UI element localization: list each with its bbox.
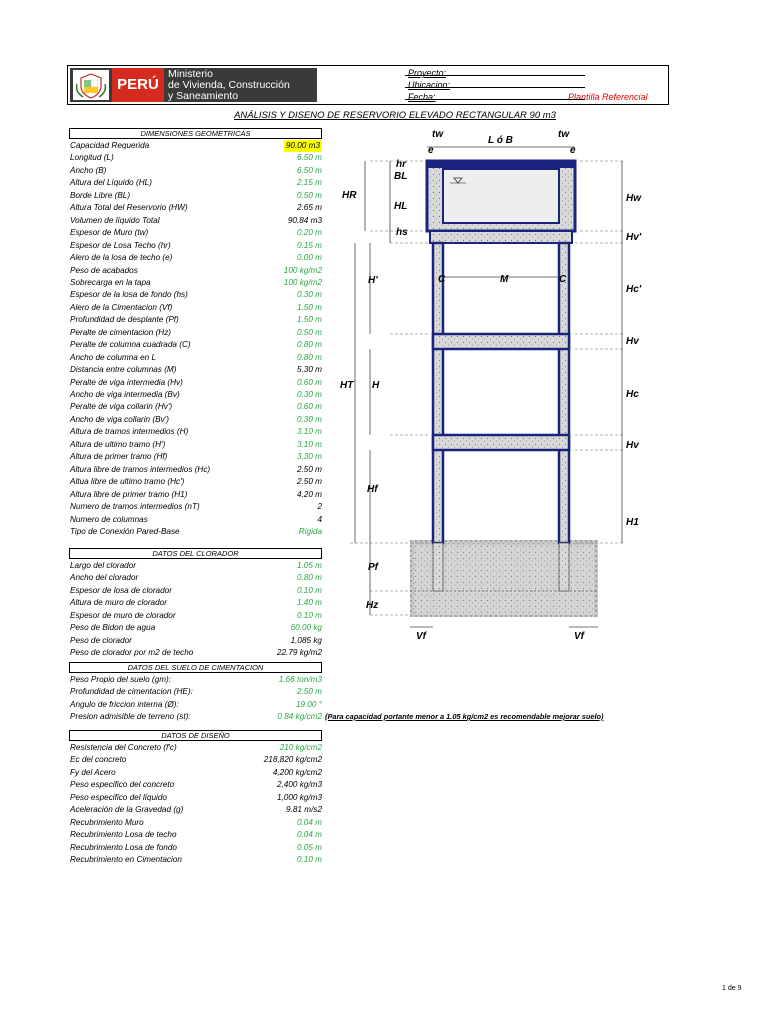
parameter-value: 1.05 m bbox=[296, 561, 322, 570]
parameter-row bbox=[69, 647, 322, 659]
parameter-value: 22.79 kg/m2 bbox=[276, 648, 322, 658]
parameter-row bbox=[69, 426, 322, 438]
parameter-row bbox=[69, 572, 322, 584]
parameter-value: 100 kg/m2 bbox=[283, 265, 322, 275]
parameter-label: Peralte de viga collarin (Hv') bbox=[70, 402, 173, 412]
parameter-row bbox=[69, 526, 322, 538]
proyecto-label: Proyecto: bbox=[408, 68, 447, 78]
parameter-row bbox=[69, 439, 322, 451]
ministry-line-1: Ministerio bbox=[168, 68, 213, 80]
parameter-row bbox=[69, 464, 322, 476]
parameter-label: Recubrimiento en Cimentacion bbox=[70, 855, 182, 865]
ubicacion-label: Ubicacion: bbox=[408, 80, 451, 90]
label-hv-2: Hv bbox=[626, 440, 639, 451]
left-column bbox=[433, 243, 443, 543]
parameter-label: Alero de la losa de techo (e) bbox=[70, 253, 173, 263]
label-m: M bbox=[500, 274, 509, 285]
label-hv-1: Hv bbox=[626, 336, 639, 347]
parameter-row bbox=[69, 401, 322, 413]
parameter-row bbox=[69, 742, 322, 754]
parameter-row bbox=[69, 202, 322, 214]
parameter-row bbox=[69, 314, 322, 326]
parameter-label: Espesor de muro de clorador bbox=[70, 610, 176, 620]
parameter-value: 1.40 m bbox=[296, 598, 322, 608]
parameter-value: 1.50 m bbox=[296, 302, 322, 312]
parameter-row bbox=[69, 352, 322, 364]
parameter-row bbox=[69, 165, 322, 177]
label-c-right: C bbox=[559, 274, 567, 285]
parameter-value: 3.30 m bbox=[296, 452, 322, 462]
fecha-label: Fecha: bbox=[408, 92, 436, 102]
parameter-row bbox=[69, 389, 322, 401]
parameter-value: 0.80 m bbox=[296, 573, 322, 583]
parameter-value: Rigida bbox=[298, 526, 322, 536]
page-number: 1 de 9 bbox=[722, 985, 742, 992]
parameter-row bbox=[69, 585, 322, 597]
parameter-label: Presion admisible de terreno (st): bbox=[70, 712, 191, 722]
parameter-value: 0.30 m bbox=[296, 414, 322, 424]
parameter-row bbox=[69, 514, 322, 526]
parameter-row bbox=[69, 854, 322, 866]
parameter-value: 2.15 m bbox=[296, 178, 322, 188]
label-hl: HL bbox=[394, 201, 408, 212]
parameter-label: Fy del Acero bbox=[70, 767, 116, 777]
label-tw-left: tw bbox=[432, 129, 444, 140]
parameter-value: 210 kg/cm2 bbox=[279, 743, 322, 752]
parameter-value: 6.50 m bbox=[296, 153, 322, 163]
parameter-value: 0.60 m bbox=[296, 377, 322, 387]
parameter-row bbox=[69, 339, 322, 351]
label-lob: L ó B bbox=[488, 135, 513, 146]
parameter-value: 2 bbox=[317, 502, 322, 512]
parameter-row bbox=[69, 252, 322, 264]
parameter-label: Espesor de la losa de fondo (hs) bbox=[70, 290, 188, 300]
parameter-row bbox=[69, 489, 322, 501]
parameter-row bbox=[69, 610, 322, 622]
parameter-row bbox=[69, 377, 322, 389]
parameter-value: 0.50 m bbox=[296, 327, 322, 337]
parameter-label: Espesor de Losa Techo (hr) bbox=[70, 240, 171, 250]
parameter-label: Capacidad Requerida bbox=[70, 141, 150, 150]
parameter-label: Peralte de cimentacion (Hz) bbox=[70, 327, 172, 337]
parameter-value: 0.60 m bbox=[296, 402, 322, 412]
parameter-value: 0.50 m bbox=[296, 190, 322, 200]
parameter-label: Peralte de viga intermedia (Hv) bbox=[70, 377, 183, 387]
country-label: PERÚ bbox=[112, 68, 164, 102]
parameter-value: 218,820 kg/cm2 bbox=[263, 755, 322, 765]
parameter-value: 1,000 kg/m3 bbox=[276, 792, 322, 802]
parameter-row bbox=[69, 240, 322, 252]
label-hs: hs bbox=[396, 227, 408, 238]
parameter-label: Peso especifico del concreto bbox=[70, 780, 175, 790]
parameter-row bbox=[69, 804, 322, 816]
label-hv-prime: Hv' bbox=[626, 232, 642, 243]
label-bl: BL bbox=[394, 171, 408, 182]
parameter-label: Ancho de columna en L bbox=[70, 352, 157, 362]
label-h1: H1 bbox=[626, 517, 639, 528]
beam-2 bbox=[433, 435, 569, 450]
parameter-value: 3.10 m bbox=[296, 439, 322, 449]
parameter-row bbox=[69, 414, 322, 426]
parameter-label: Altura de tramos intermedios (H) bbox=[70, 427, 189, 437]
parameter-row bbox=[69, 767, 322, 779]
parameter-value: 6.50 m bbox=[296, 165, 322, 175]
label-tw-right: tw bbox=[558, 129, 570, 140]
parameter-label: Altura libre de primer tramo (H1) bbox=[70, 489, 188, 499]
parameter-label: Peso de acabados bbox=[70, 265, 138, 275]
ministry-logo bbox=[70, 68, 317, 102]
parameter-row bbox=[69, 699, 322, 711]
label-hr-total: HR bbox=[342, 190, 357, 201]
parameter-row bbox=[69, 829, 322, 841]
parameter-row bbox=[69, 597, 322, 609]
parameter-value: 4,200 kg/cm2 bbox=[272, 767, 322, 777]
reservoir-elevation-diagram bbox=[330, 125, 660, 655]
label-e-right: e bbox=[570, 145, 576, 156]
parameter-value: 0.20 m bbox=[296, 228, 322, 238]
parameter-value: 2,400 kg/m3 bbox=[276, 780, 322, 790]
label-hc-prime: Hc' bbox=[626, 284, 642, 295]
parameter-value: 90.84 m3 bbox=[287, 215, 322, 225]
ministry-line-2: de Vivienda, Construcción bbox=[168, 79, 290, 91]
parameter-value: 100 kg/m2 bbox=[283, 277, 322, 287]
parameter-label: Ancho de viga intermedia (Bv) bbox=[70, 390, 180, 399]
parameter-row bbox=[69, 635, 322, 647]
parameter-row bbox=[69, 327, 322, 339]
parameter-label: Peso especifico del líquido bbox=[70, 792, 167, 802]
parameter-row bbox=[69, 711, 322, 723]
parameter-value: 2.65 m bbox=[296, 203, 322, 213]
parameter-value: 9.81 m/s2 bbox=[286, 805, 322, 815]
parameter-row bbox=[69, 277, 322, 289]
section-heading: DATOS DEL SUELO DE CIMENTACION bbox=[69, 662, 322, 673]
parameter-value: 0.00 m bbox=[296, 253, 322, 263]
parameter-value: 0.05 m bbox=[296, 842, 322, 852]
bottom-slab bbox=[430, 231, 572, 243]
parameter-label: Altua libre de ultimo tramo (Hc') bbox=[70, 477, 185, 487]
label-hr: hr bbox=[396, 159, 406, 170]
parameter-row bbox=[69, 140, 322, 152]
section-heading: DATOS DE DISEÑO bbox=[69, 730, 322, 741]
form-field-line bbox=[405, 75, 585, 76]
parameter-label: Ancho del clorador bbox=[70, 573, 139, 583]
parameter-label: Tipo de Conexión Pared-Base bbox=[70, 526, 180, 536]
parameter-row bbox=[69, 754, 322, 766]
parameter-value: 0.10 m bbox=[296, 855, 322, 865]
parameter-value: 90.00 m3 bbox=[285, 141, 320, 150]
parameter-label: Recubrimiento Losa de fondo bbox=[70, 842, 177, 852]
parameter-label: Borde Libre (BL) bbox=[70, 190, 131, 200]
label-hf: Hf bbox=[367, 484, 378, 495]
parameter-label: Espesor de Muro (tw) bbox=[70, 228, 149, 238]
left-pedestal bbox=[433, 543, 443, 591]
parameter-label: Peralte de columna cuadrada (C) bbox=[70, 340, 191, 350]
label-vf-left: Vf bbox=[416, 631, 426, 642]
parameter-value: 19.00 ° bbox=[295, 699, 322, 709]
parameter-row bbox=[69, 190, 322, 202]
parameter-value: 2.50 m bbox=[296, 464, 322, 474]
parameter-value: 1.50 m bbox=[296, 315, 322, 325]
parameter-row bbox=[69, 227, 322, 239]
parameter-value: 3.10 m bbox=[296, 427, 322, 437]
parameter-row bbox=[69, 302, 322, 314]
right-pedestal bbox=[559, 543, 569, 591]
parameter-row bbox=[69, 152, 322, 164]
parameter-value: 1.66 ton/m3 bbox=[278, 675, 322, 684]
parameter-label: Largo del clorador bbox=[70, 561, 136, 570]
parameter-row bbox=[69, 842, 322, 854]
parameter-label: Ec del concreto bbox=[70, 755, 127, 765]
parameter-label: Numero de columnas bbox=[70, 514, 148, 524]
right-column bbox=[559, 243, 569, 543]
parameter-label: Ancho de viga collarin (Bv') bbox=[70, 414, 169, 424]
parameter-label: Altura de primer tramo (Hf) bbox=[70, 452, 168, 462]
parameter-label: Profundidad de desplante (Pf) bbox=[70, 315, 179, 325]
parameter-label: Peso de Bidon de agua bbox=[70, 623, 156, 633]
parameter-value: 4.20 m bbox=[296, 489, 322, 499]
parameter-label: Profundidad de cimentacion (HE): bbox=[70, 687, 193, 697]
section-heading: DIMENSIONES GEOMETRICAS bbox=[69, 128, 322, 139]
plantilla-label: Plantilla Referencial bbox=[568, 92, 648, 102]
parameter-label: Altura de ultimo tramo (H') bbox=[70, 439, 166, 449]
label-hz: Hz bbox=[366, 600, 379, 611]
parameter-label: Sobrecarga en la tapa bbox=[70, 277, 151, 287]
parameter-row bbox=[69, 364, 322, 376]
label-h-prime: H' bbox=[368, 275, 378, 286]
soil-note: (Para capacidad portante menor a 1.05 kg/cm2 es recomendable mejorar suelo) bbox=[325, 712, 604, 721]
label-vf-right: Vf bbox=[574, 631, 584, 642]
parameter-value: 0.84 kg/cm2 bbox=[277, 712, 322, 722]
coat-of-arms-icon bbox=[73, 70, 109, 100]
tank-interior bbox=[443, 169, 559, 223]
parameter-row bbox=[69, 476, 322, 488]
parameter-row bbox=[69, 674, 322, 686]
parameter-value: 2.50 m bbox=[296, 687, 322, 697]
parameter-value: 0.04 m bbox=[296, 817, 322, 827]
section-heading: DATOS DEL CLORADOR bbox=[69, 548, 322, 559]
label-e-left: e bbox=[428, 145, 434, 156]
label-pf: Pf bbox=[368, 562, 378, 573]
parameter-label: Alero de la Cimentacion (Vf) bbox=[70, 302, 173, 312]
label-ht: HT bbox=[340, 380, 354, 391]
parameter-row bbox=[69, 817, 322, 829]
parameter-label: Recubrimiento Losa de techo bbox=[70, 830, 177, 840]
parameter-value: 60.00 kg bbox=[290, 623, 322, 633]
parameter-label: Altura del Líquido (HL) bbox=[70, 178, 152, 188]
parameter-value: 4 bbox=[317, 514, 322, 524]
label-h: H bbox=[372, 380, 380, 391]
parameter-label: Altura libre de tramos intermedios (Hc) bbox=[70, 464, 211, 474]
form-field-line bbox=[405, 99, 585, 100]
parameter-label: Altura de muro de clorador bbox=[70, 598, 167, 608]
parameter-label: Altura Total del Reservorio (HW) bbox=[70, 203, 188, 213]
parameter-label: Peso de clorador bbox=[70, 635, 132, 645]
parameter-row bbox=[69, 265, 322, 277]
parameter-row bbox=[69, 451, 322, 463]
ministry-line-3: y Saneamiento bbox=[168, 90, 239, 102]
parameter-value: 0.30 m bbox=[296, 390, 322, 399]
parameter-value: 5.30 m bbox=[296, 365, 322, 375]
parameter-label: Longitud (L) bbox=[70, 153, 114, 163]
parameter-row bbox=[69, 501, 322, 513]
parameter-row bbox=[69, 622, 322, 634]
parameter-value: 0.80 m bbox=[296, 340, 322, 350]
parameter-value: 0.30 m bbox=[296, 290, 322, 300]
label-hw: Hw bbox=[626, 193, 641, 204]
parameter-label: Recubrimiento Muro bbox=[70, 817, 144, 827]
parameter-row bbox=[69, 686, 322, 698]
parameter-row bbox=[69, 779, 322, 791]
parameter-value: 0.10 m bbox=[296, 610, 322, 620]
parameter-label: Peso Propio del suelo (gm): bbox=[70, 675, 172, 684]
parameter-label: Angulo de friccion interna (Ø): bbox=[70, 699, 179, 709]
parameter-label: Peso de clorador por m2 de techo bbox=[70, 648, 194, 658]
parameter-value: 1,085 kg bbox=[290, 635, 322, 645]
label-c-left: C bbox=[438, 274, 446, 285]
form-field-line bbox=[405, 87, 585, 88]
parameter-row bbox=[69, 560, 322, 572]
beam-1 bbox=[433, 334, 569, 349]
parameter-label: Aceleración de la Gravedad (g) bbox=[70, 805, 184, 815]
parameter-label: Numero de tramos intermedios (nT) bbox=[70, 502, 200, 512]
label-hc: Hc bbox=[626, 389, 639, 400]
parameter-value: 0.10 m bbox=[296, 585, 322, 595]
parameter-label: Volumen de líquido Total bbox=[70, 215, 160, 225]
parameter-row bbox=[69, 177, 322, 189]
parameter-value: 0.04 m bbox=[296, 830, 322, 840]
parameter-label: Espesor de losa de clorador bbox=[70, 585, 172, 595]
parameter-value: 0.15 m bbox=[296, 240, 322, 250]
parameter-value: 2.50 m bbox=[296, 477, 322, 487]
parameter-value: 0.80 m bbox=[296, 352, 322, 362]
parameter-row bbox=[69, 215, 322, 227]
parameter-label: Resistencia del Concreto (f'c) bbox=[70, 743, 177, 752]
roof-slab bbox=[427, 161, 575, 168]
parameter-row bbox=[69, 289, 322, 301]
parameter-label: Distancia entre columnas (M) bbox=[70, 365, 177, 375]
parameter-label: Ancho (B) bbox=[70, 165, 107, 175]
ministry-name bbox=[168, 69, 316, 102]
document-title: ANÁLISIS Y DISENO DE RESERVORIO ELEVADO RECTANGULAR 90 m3 bbox=[234, 110, 556, 121]
reservoir-diagram-svg bbox=[330, 125, 660, 655]
parameter-row bbox=[69, 792, 322, 804]
